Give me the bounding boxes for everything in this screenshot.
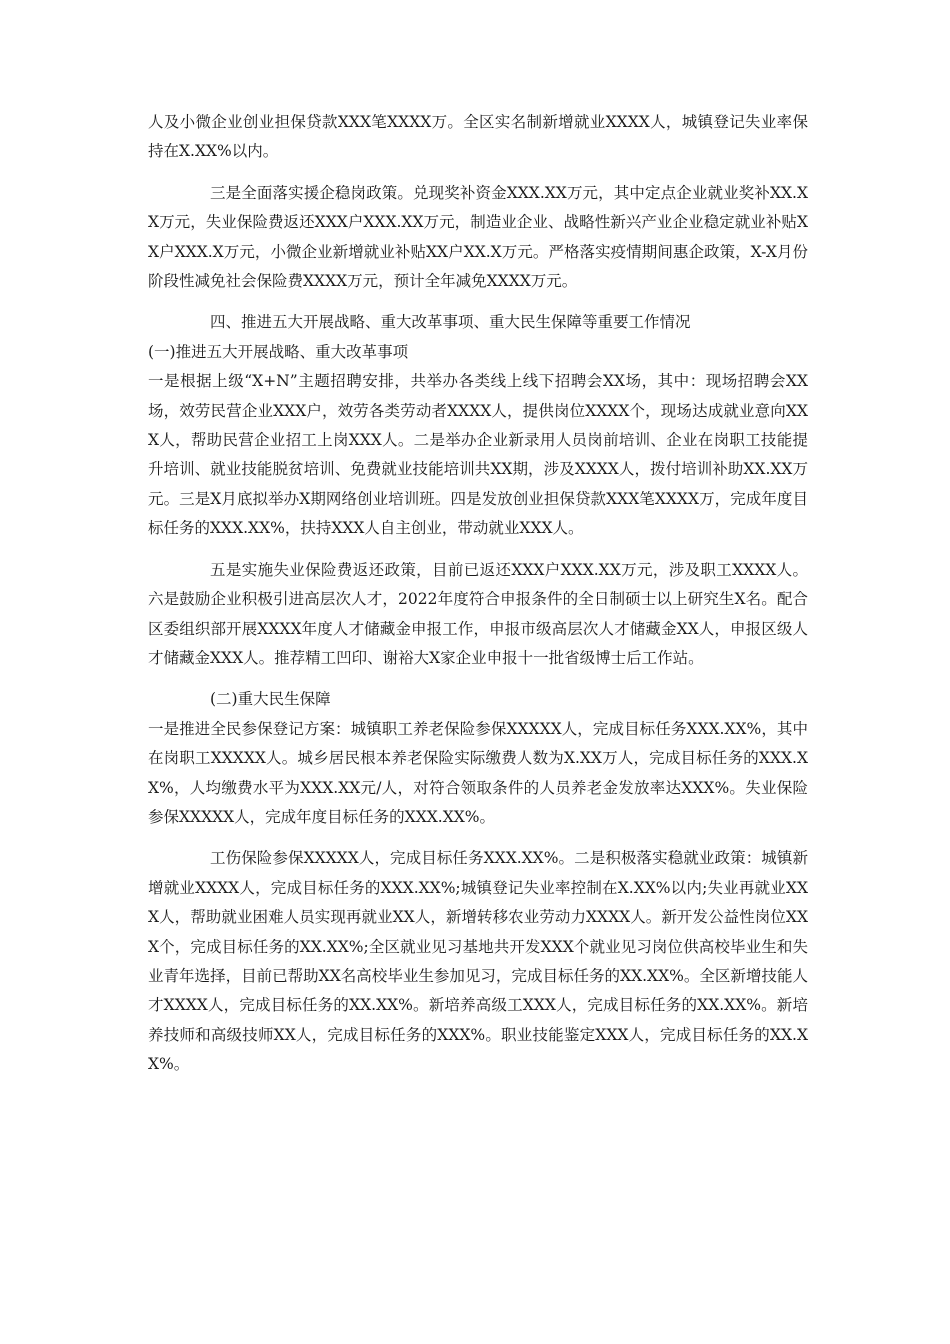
paragraph-employment-policy: 工伤保险参保XXXXX人，完成目标任务XXX.XX%。二是积极落实稳就业政策：城镇新增就业XXXX人，完成目标任务的XXX.XX%;城镇登记失业率控制在X.XX%以内;失业再就业XXX人，帮助就业困难人员实现再就业XX人，新增转移农业劳动力XXXX人。新开发公益性岗位XXX个，完成目标任务的XX.XX%;全区就业见习基地共开发XXX个就业见习岗位供高校毕业生和失业青年选择，目前已帮助XX名高校毕业生参加见习，完成目标任务的XX.XX%。全区新增技能人才XXXX人，完成目标任务的XX.XX%。新培养高级工XXX人，完成目标任务的XX.XX%。新培养技师和高级技师XX人，完成目标任务的XXX%。职业技能鉴定XXX人，完成目标任务的XX.XX%。 <box>148 849 808 1074</box>
paragraph-insurance-return: 五是实施失业保险费返还政策，目前已返还XXX户XXX.XX万元，涉及职工XXXX人。六是鼓励企业积极引进高层次人才，2022年度符合申报条件的全日制硕士以上研究生X名。配合区委组织部开展XXXX年度人才储藏金申报工作，申报市级高层次人才储藏金XX人，申报区级人才储藏金XXX人。推荐精工凹印、谢裕大X家企业申报十一批省级博士后工作站。 <box>148 560 808 667</box>
paragraph-recruitment: 一是根据上级“X+N”主题招聘安排，共举办各类线上线下招聘会XX场，其中：现场招聘会XX场，效劳民营企业XXX户，效劳各类劳动者XXXX人，提供岗位XXXX个，现场达成就业意向XXX人，帮助民营企业招工上岗XXX人。二是举办企业新录用人员岗前培训、企业在岗职工技能提升培训、就业技能脱贫培训、免费就业技能培训共XX期，涉及XXXX人，拨付培训补助XX.XX万元。三是X月底拟举办X期网络创业培训班。四是发放创业担保贷款XXX笔XXXX万，完成年度目标任务的XXX.XX%，扶持XXX人自主创业，带动就业XXX人。 <box>148 372 808 538</box>
document-page <box>148 108 808 1080</box>
section-heading-4: 四、推进五大开展战略、重大改革事项、重大民生保障等重要工作情况 <box>210 313 691 332</box>
paragraph-third-measure: 三是全面落实援企稳岗政策。兑现奖补资金XXX.XX万元，其中定点企业就业奖补XX.XX万元，失业保险费返还XXX户XXX.XX万元，制造业企业、战略性新兴产业企业稳定就业补贴XX户XXX.X万元，小微企业新增就业补贴XX户XX.X万元。严格落实疫情期间惠企政策，X-X月份阶段性减免社会保险费XXXX万元，预计全年减免XXXX万元。 <box>148 183 808 291</box>
paragraph-continued: 人及小微企业创业担保贷款XXX笔XXXX万。全区实名制新增就业XXXX人，城镇登记失业率保持在X.XX%以内。 <box>148 113 808 161</box>
subsection-heading-2: (二)重大民生保障 <box>210 690 331 709</box>
subsection-heading-1: (一)推进五大开展战略、重大改革事项 <box>148 342 409 361</box>
paragraph-social-insurance: 一是推进全民参保登记方案：城镇职工养老保险参保XXXXX人，完成目标任务XXX.XX%，其中在岗职工XXXXX人。城乡居民根本养老保险实际缴费人数为X.XX万人，完成目标任务的XXX.XX%，人均缴费水平为XXX.XX元/人，对符合领取条件的人员养老金发放率达XXX%。失业保险参保XXXXX人，完成年度目标任务的XXX.XX%。 <box>148 719 808 826</box>
